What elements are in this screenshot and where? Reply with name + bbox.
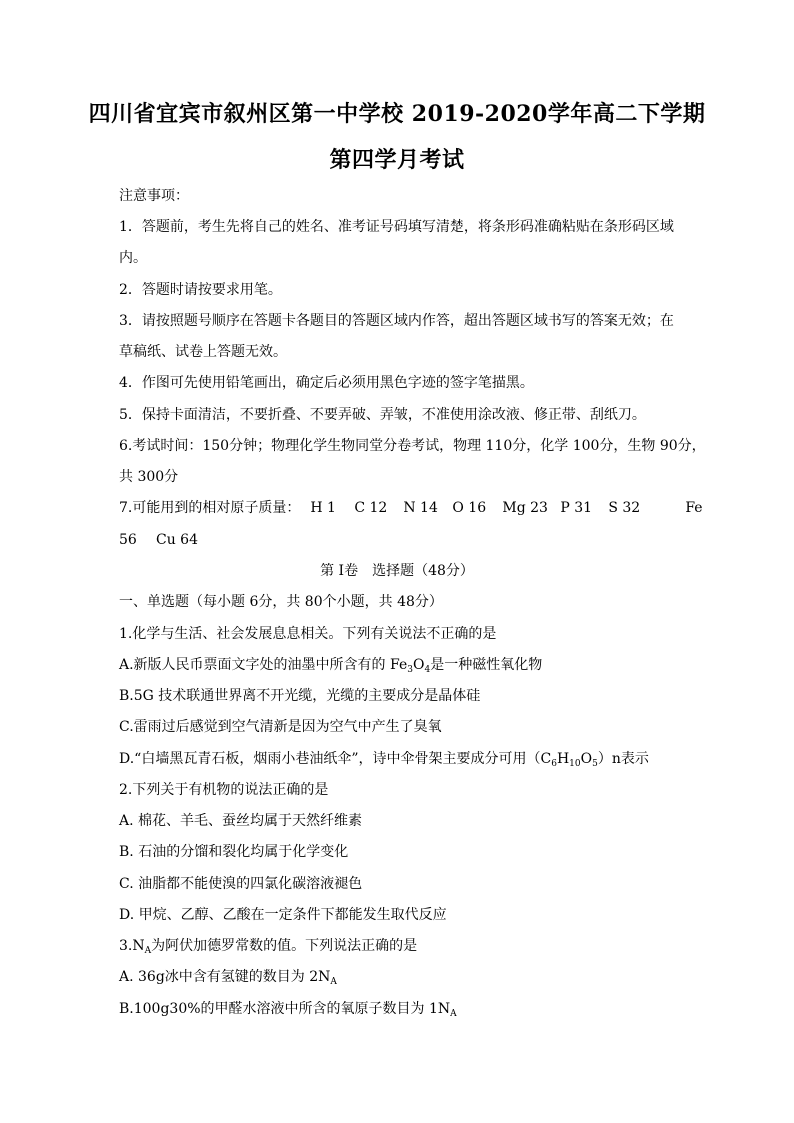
atomic-mass-item: Mg 23: [502, 500, 548, 516]
note-5: 5．保持卡面清洁，不要折叠、不要弄破、弄皱，不准使用涂改液、修正带、刮纸刀。: [119, 407, 646, 423]
atomic-mass-item: O 16: [452, 500, 487, 516]
atomic-mass-item: Fe: [685, 500, 703, 516]
note-2: 2．答题时请按要求用笔。: [119, 282, 282, 298]
note-7-prefix: 7.可能用到的相对原子质量：: [119, 500, 301, 516]
exam-title-line2: 第四学月考试: [329, 147, 465, 173]
question-2-option-b: B. 石油的分馏和裂化均属于化学变化: [119, 844, 349, 860]
question-2-option-d: D. 甲烷、乙醇、乙酸在一定条件下都能发生取代反应: [119, 907, 447, 923]
question-2-option-a: A. 棉花、羊毛、蚕丝均属于天然纤维素: [119, 813, 363, 829]
atomic-mass-item: C 12: [354, 500, 388, 516]
atomic-mass-item: Cu 64: [156, 532, 198, 548]
question-1-option-a: A.新版人民币票面文字处的油墨中所含有的 $Fe_3O_4$是一种磁性氧化物: [119, 657, 543, 675]
atomic-mass-item: 56: [119, 532, 137, 548]
note-6: 6.考试时间：150分钟；物理化学生物同堂分卷考试，物理 110分，化学 100分，生物 90分，: [119, 438, 706, 454]
note-4: 4．作图可先使用铅笔画出，确定后必须用黑色字迹的签字笔描黑。: [119, 375, 534, 391]
question-2-option-c: C. 油脂都不能使溴的四氯化碳溶液褪色: [119, 876, 363, 892]
atomic-mass-item: S 32: [608, 500, 641, 516]
note-1-cont: 内。: [119, 250, 147, 266]
question-3-stem: $3.N_A$为阿伏加德罗常数的值。下列说法正确的是: [119, 938, 418, 956]
notes-heading: 注意事项：: [119, 188, 189, 204]
atomic-mass-item: P 31: [560, 500, 593, 516]
question-1-option-d: D.“白墙黑瓦青石板，烟雨小巷油纸伞”，诗中伞骨架主要成分可用$(C_6H_{10}O_5)n$表示: [119, 751, 649, 769]
question-1-option-b: B.5G 技术联通世界离不开光缆，光缆的主要成分是晶体硅: [119, 688, 481, 704]
exam-title-line1: 四川省宜宾市叙州区第一中学校 2019-2020学年高二下学期: [88, 101, 706, 127]
question-1-stem: 1.化学与生活、社会发展息息相关。下列有关说法不正确的是: [119, 626, 497, 642]
question-2-stem: 2.下列关于有机物的说法正确的是: [119, 782, 329, 798]
note-6-cont: 共 300分: [119, 469, 179, 485]
note-3: 3．请按照题号顺序在答题卡各题目的答题区域内作答，超出答题区域书写的答案无效；在: [119, 313, 674, 329]
section-title: 第 I卷 选择题（48分）: [320, 563, 474, 579]
atomic-mass-item: H 1: [310, 500, 336, 516]
question-1-option-c: C.雷雨过后感觉到空气清新是因为空气中产生了臭氧: [119, 719, 442, 735]
question-3-option-b: B.100g30%的甲醛水溶液中所含的氧原子数目为 $1N_A$: [119, 1001, 457, 1019]
note-7-cont: [119, 531, 198, 549]
note-3-cont: 草稿纸、试卷上答题无效。: [119, 344, 287, 360]
note-1: 1．答题前，考生先将自己的姓名、准考证号码填写清楚，将条形码准确粘贴在条形码区域: [119, 219, 674, 235]
question-3-option-a: A. 36g冰中含有氢键的数目为 $2N_A$: [119, 969, 337, 987]
note-7: [119, 499, 703, 517]
atomic-mass-item: N 14: [403, 500, 438, 516]
section-subtitle: 一、单选题（每小题 6分，共 80个小题，共 48分）: [119, 594, 443, 610]
